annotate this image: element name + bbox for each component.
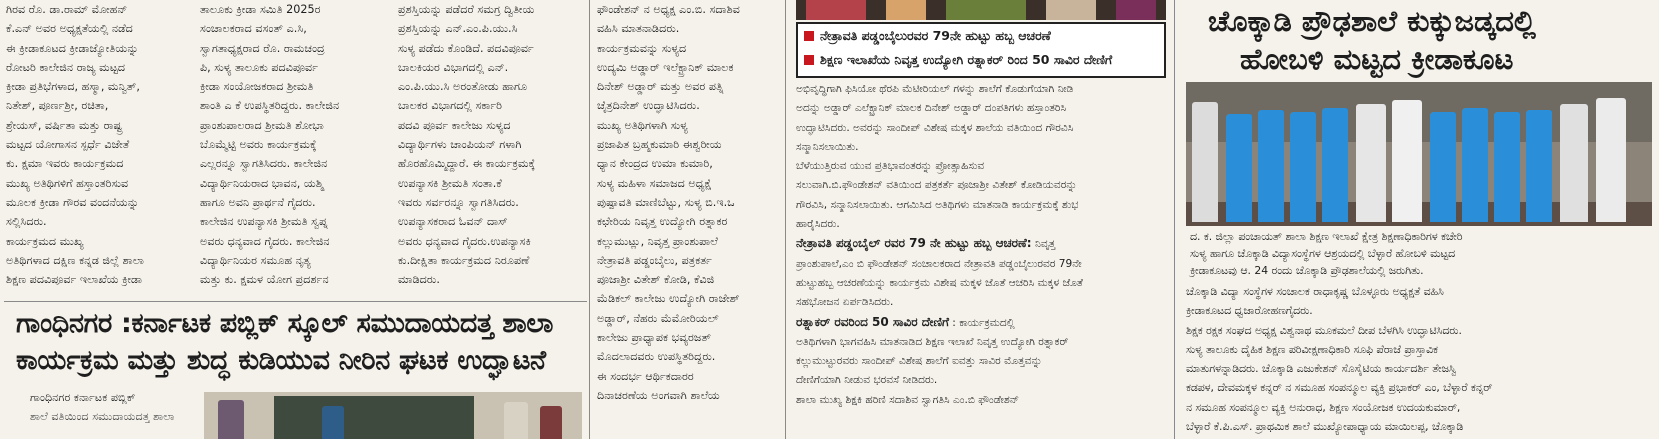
text-line: ಗಿರವ ರೊ. ಡಾ.ರಾಮ್ ಮೋಹನ್ [6, 3, 128, 16]
person-figure [1596, 98, 1626, 222]
person-figure [1192, 102, 1218, 222]
text-line: ಅವರು ಧನ್ಯವಾದ ಗೈದರು. ಕಾಲೇಜಿನ [200, 234, 330, 248]
text-line: ಅಡ್ಡಾರ್, ನೆಹರು ಮೆಮೋರಿಯಲ್ [597, 311, 719, 325]
text-line: ಕು.ದೀಕ್ಷಿತಾ ಕಾರ್ಯಕ್ರಮದ ನಿರೂಪಣೆ [398, 253, 530, 267]
text-line: ಮತ್ತು ಕು. ಕ್ಷಮಳ ಯೋಗ ಪ್ರದರ್ಶನ [200, 273, 329, 287]
person-figure [322, 406, 344, 439]
text-line: ಕಡಪಳ, ದೇವಮಕ್ಕಳ ಕನ್ನರ್ ನ ಸಮೂಹ ಸಂಪನ್ಮೂಲ ವ್ಯಕ್ತಿ ಪ್ರಭಾಕರ್ ಎಂ, ಬೆಳ್ಳಾರೆ ಕನ್ನರ್ [1186, 381, 1493, 395]
story3-column-right-text [796, 80, 1168, 234]
text-line: ಸನ್ಮಾನಿಸಲಾಯಿತು. [796, 140, 859, 153]
text-line: ವಿದ್ಯಾರ್ಥಿನಿಯರಾದ ಭಾವನ, ಯಶ್ಮಿ [200, 176, 324, 190]
text-line: ಕು. ಕ್ಷಮಾ ಇವರು ಕಾರ್ಯಕ್ರಮದ [6, 157, 124, 171]
text-line: ಶಿಕ್ಷಣ ಪದವಿಪೂರ್ವ ಇಲಾಖೆಯ ಕ್ರೀಡಾ [6, 273, 143, 287]
story3-photo [796, 0, 1166, 20]
column-divider [589, 0, 590, 439]
text-line: ಮೊದಲಾದವರು ಉಪಸ್ಥಿತರಿದ್ದರು. [597, 350, 716, 364]
body-text: ನಿವೃತ್ತ [1031, 238, 1056, 251]
text-line: ಮಟ್ಟದ ಯೋಗಾಸನ ಸ್ಪರ್ಧೆ ವಿಜೇತೆ [6, 138, 130, 152]
text-line: ಫೌಂಡೇಶನ್ ನ ಅಧ್ಯಕ್ಷ ಎಂ.ಬಿ. ಸದಾಶಿವ [597, 3, 740, 16]
text-line: ಬಾಲಕರ ವಿಭಾಗದಲ್ಲಿ ಸರ್ಕಾರಿ [398, 99, 503, 113]
text-line: ಪಿ, ಸುಳ್ಯ ತಾಲೂಕು ಪದವಿಪೂರ್ವ [200, 60, 319, 74]
text-line: ಪದವಿ ಪೂರ್ವ ಕಾಲೇಜು ಸುಳ್ಯದ [398, 118, 511, 132]
photo-detail [1116, 0, 1156, 20]
story1-column-1 [6, 0, 190, 300]
person-figure [540, 406, 562, 439]
text-line: ನೇತ್ರಾವತಿ ಪಡ್ಡಂಬೈಲು, ಪತ್ರಕರ್ತ [597, 253, 712, 267]
text-line: ಶಾಂತಿ ಎ ಕೆ ಉಪಸ್ಥಿತರಿದ್ದರು. ಕಾಲೇಜಿನ [200, 99, 340, 113]
highlight-item [798, 48, 1164, 72]
story3-donation-text [796, 333, 1168, 410]
story3-column-right [796, 80, 1168, 439]
text-line: ಕಲ್ಲುಮುಟ್ಟುರವರು ಸಾಂದೀಪ್ ವಿಶೇಷ ಶಾಲೆಗೆ ಐವತ್ತು ಸಾವಿರ ಮೊತ್ತವನ್ನು [796, 355, 1043, 368]
text-line: ಸಲ್ಲಿಸಿದರು. [6, 215, 47, 229]
text-line: ಹೊರಹೊಮ್ಮಿದ್ದಾರೆ. ಈ ಕಾರ್ಯಕ್ರಮಕ್ಕೆ [398, 157, 536, 171]
text-line: ರೋಟರಿ ಕಾಲೇಜಿನ ರಾಜ್ಯ ಮಟ್ಟದ [6, 60, 126, 74]
text-line: ಕಾರ್ಯಕ್ರಮದ ಮುಖ್ಯ [6, 234, 84, 248]
column-divider [1174, 0, 1175, 439]
text-line: ಸುಳ್ಯ ಪಡೆದು ಕೊಂಡಿದೆ. ಪದವಿಪೂರ್ವ [398, 41, 534, 55]
story4-headline-line1: ಚೊಕ್ಕಾಡಿ ಪ್ರೌಢಶಾಲೆ ಕುಕ್ಕುಜಡ್ಕದಲ್ಲಿ [1208, 4, 1536, 38]
story4-body-text [1186, 282, 1654, 436]
highlight-text: ನೇತ್ರಾವತಿ ಪಡ್ಡಂಬೈಲುರವರ 79ನೇ ಹುಟ್ಟು ಹಬ್ಬ ಆಚರಣೆ [820, 28, 1051, 43]
text-line: ಮುಖ್ಯ ಅತಿಥಿಗಳಾಗಿ ಸುಳ್ಯ [597, 118, 688, 132]
story1-column-3 [398, 0, 584, 300]
red-square-bullet-icon [804, 55, 814, 65]
text-line: ಮೆಡಿಕಲ್ ಕಾಲೇಜು ಉದ್ಯೋಗಿ ರಾಜೇಶ್ [597, 292, 740, 306]
text-line: ದೇಣಿಗೆಯಾಗಿ ನೀಡುವ ಭರವಸೆ ನೀಡಿದರು. [796, 374, 938, 387]
text-line: ಎಂ.ಪಿ.ಯು.ಸಿ ಅರಂತೋಡು ಹಾಗೂ [398, 80, 528, 94]
column-divider [785, 0, 786, 439]
photo-detail [886, 0, 926, 20]
story3-column-left [597, 0, 777, 439]
photo-detail [806, 0, 866, 20]
story4-photo [1186, 82, 1652, 226]
player-figure [1290, 112, 1316, 222]
text-line: ಸ್ವಾಗತಾಧ್ಯಕ್ಷರಾದ ರೊ. ರಾಮಚಂದ್ರ [200, 41, 325, 55]
text-line: ಉಪನ್ಯಾಸಕಿ ಶ್ರೀಮತಿ ಸಂತಾ.ಕೆ [398, 176, 502, 190]
section-divider [4, 301, 587, 302]
text-line: ಅದನ್ನು ಅಡ್ಡಾರ್ ಎಲೆಕ್ಟ್ರಾನಿಕ್ ಮಾಲಕ ದಿನೇಶ್ ಅಡ್ಡಾರ್ ದಂಪತಿಗಳು ಹಸ್ತಾಂತರಿಸಿ [796, 102, 1067, 115]
player-figure [1462, 108, 1488, 222]
text-line: ದಿನೇಶ್ ಅಡ್ಡಾರ್ ಮತ್ತು ಅವರ ಪತ್ನಿ [597, 80, 724, 94]
story2-photo [204, 392, 582, 439]
text-line: ಪ್ರಜಾಪಿತ ಬ್ರಹ್ಮಕುಮಾರಿ ಈಶ್ವರೀಯ [597, 138, 722, 152]
text-line: ವಿದ್ಯಾರ್ಥಿಗಳು ಚಾಂಪಿಯನ್ ಗಳಾಗಿ [398, 138, 522, 152]
text-line: ಅವರು ಧನ್ಯವಾದ ಗೈದರು.ಉಪನ್ಯಾಸಕಿ [398, 234, 531, 248]
text-line: ಮುಖ್ಯ ಅತಿಥಿಗಳಿಗೆ ಹಸ್ತಾಂತರಿಸುವ [6, 176, 129, 190]
person-figure [218, 400, 244, 439]
story3-subhead-line [796, 234, 1168, 254]
story3-column-left-text [597, 0, 777, 405]
story1-column-3-text [398, 0, 584, 289]
text-line: ನ ಸಮೂಹ ಸಂಪನ್ಮೂಲ ವ್ಯಕ್ತಿ ಅನುರಾಧ, ಶಿಕ್ಷಣ ಸಂಯೋಜಕ ಉದಯಕುಮಾರ್, [1186, 400, 1461, 414]
text-line: ಕಾರ್ಯಕ್ರಮವನ್ನು ಸುಳ್ಯದ [597, 41, 687, 55]
text-line: ಸಹಭೋಜನ ಏರ್ಪಡಿಸಿದರು. [796, 296, 894, 309]
text-line: ಹಾರೈಸಿದರು. [796, 218, 840, 231]
player-figure [1526, 110, 1552, 222]
text-line: ಕಾಲೇಜಿನ ಉಪನ್ಯಾಸಕಿ ಶ್ರೀಮತಿ ಸ್ವಪ್ನ [200, 215, 328, 229]
text-line: ಉಪನ್ಯಾಸಕರಾದ ಓವನ್ ದಾಸ್ [398, 215, 508, 229]
text-line: ಚೈತ್ರದಿನೇಶ್ ಉದ್ಘಾಟಿಸಿದರು. [597, 99, 700, 113]
text-line: ಪ್ರಶಸ್ತಿಯನ್ನು ಎನ್.ಎಂ.ಪಿ.ಯು.ಸಿ [398, 22, 518, 36]
photo-detail [1046, 0, 1096, 20]
story1-column-2 [200, 0, 386, 300]
highlight-text: ಶಿಕ್ಷಣ ಇಲಾಖೆಯ ನಿವೃತ್ತ ಉದ್ಯೋಗಿ ರತ್ನಾಕರ್ ರಿಂದ 50 ಸಾವಿರ ದೇಣಿಗೆ [820, 52, 1113, 67]
subhead-donation: ರತ್ನಾಕರ್ ರವರಿಂದ 50 ಸಾವಿರ ದೇಣಿಗೆ [796, 314, 949, 329]
text-line: ವಹಿಸಿ ಮಾತನಾಡಿದರು. [597, 22, 680, 36]
story4-caption-line: ಕ್ರೀಡಾಕೂಟವು ಆ. 24 ರಂದು ಚೊಕ್ಕಾಡಿ ಪ್ರೌಢಶಾಲೆಯಲ್ಲಿ ಜರುಗಿತು. [1190, 264, 1424, 277]
story3-birthday-text [796, 255, 1168, 313]
text-line: ಪ್ರಶಸ್ತಿಯನ್ನು ಪಡೆದರೆ ಸಮಗ್ರ ದ್ವಿತೀಯ [398, 3, 535, 16]
player-figure [1226, 114, 1252, 222]
text-line: ಕಾಲೇಜು ಪ್ರಾಧ್ಯಾಪಕ ಭವ್ಯರಜತ್ [597, 331, 711, 345]
text-line: ಕಲ್ಲುಮುಟ್ಲು, ನಿವೃತ್ತ ಪ್ರಾಂಶುಪಾಲೆ [597, 234, 718, 248]
red-square-bullet-icon [804, 31, 814, 41]
photo-detail [946, 0, 1026, 20]
text-line: ಶಾಲಾ ಮುಖ್ಯ ಶಿಕ್ಷಕಿ ಹರಿಣಿ ಸದಾಶಿವ ಸ್ವಾಗತಿಸಿ ಎಂ.ಬಿ ಫೌಂಡೇಶನ್ [796, 393, 1020, 406]
text-line: ಸುಳ್ಯ ತಾಲೂಕು ದೈಹಿಕ ಶಿಕ್ಷಣ ಪರಿವೀಕ್ಷಣಾಧಿಕಾರಿ ಸೂಫಿ ಪೆರಾಜೆ ಪ್ರಾಸ್ತಾವಿಕ [1186, 342, 1438, 356]
text-line: ಅತಿಥಿಗಳಾಗಿ ಭಾಗವಹಿಸಿ ಮಾತನಾಡಿದ ಶಿಕ್ಷಣ ಇಲಾಖೆ ನಿವೃತ್ತ ಉದ್ಯೋಗಿ ರತ್ನಾಕರ್ [796, 335, 1069, 348]
person-figure [1356, 104, 1386, 222]
player-figure [1494, 112, 1520, 222]
story2-headline-line1: ಗಾಂಧಿನಗರ :ಕರ್ನಾಟಕ ಪಬ್ಲಿಕ್ ಸ್ಕೂಲ್ ಸಮುದಾಯದತ್ತ ಶಾಲಾ [16, 308, 554, 339]
text-line: ಕಛೇರಿಯ ನಿವೃತ್ತ ಉದ್ಯೋಗಿ ರತ್ನಾಕರ [597, 215, 728, 229]
blackboard [274, 396, 474, 439]
text-line: ಬೆಳೆಯುತ್ತಿರುವ ಯುವ ಪ್ರತಿಭಾವಂತರನ್ನು ಪ್ರೋತ್ಸಾಹಿಸುವ [796, 160, 985, 173]
story4-caption-line: ಸುಳ್ಯ ಹಾಗೂ ಚೊಕ್ಕಾಡಿ ವಿದ್ಯಾಸಂಸ್ಥೆಗಳ ಆಶ್ರಯದಲ್ಲಿ ಬೆಳ್ಳಾರೆ ಹೋಬಳಿ ಮಟ್ಟದ [1190, 247, 1456, 260]
text-line: ತಾಲೂಕು ಕ್ರೀಡಾ ಸಮಿತಿ 2025ರ [200, 3, 321, 16]
player-figure [1322, 108, 1348, 222]
story1-column-2-text [200, 0, 386, 289]
story3-highlight-box [796, 22, 1166, 78]
story4-caption-line: ದ. ಕ. ಜಿಲ್ಲಾ ಪಂಚಾಯತ್ ಶಾಲಾ ಶಿಕ್ಷಣ ಇಲಾಖೆ ಕ್ಷೇತ್ರ ಶಿಕ್ಷಣಾಧಿಕಾರಿಗಳ ಕಚೇರಿ [1190, 230, 1463, 243]
story4-headline-line2: ಹೋಬಳಿ ಮಟ್ಟದ ಕ್ರೀಡಾಕೂಟ [1240, 42, 1514, 76]
text-line: ಎಲ್ಲರನ್ನೂ ಸ್ವಾಗತಿಸಿದರು. ಕಾಲೇಜಿನ [200, 157, 328, 171]
text-line: ಪ್ರಾಂಶುಪಾಲೆ,ಎಂ ಬಿ ಫೌಂಡೇಶನ್ ಸಂಚಾಲಕರಾದ ನೇತ್ರಾವತಿ ಪಡ್ಡಂಬೈಲುರವರ 79ನೇ [796, 257, 1082, 270]
text-line: ಶಿಕ್ಷಕ ರಕ್ಷಕ ಸಂಘದ ಅಧ್ಯಕ್ಷ ವಿಶ್ವನಾಥ ಮೂಕಮಲೆ ದೀಪ ಬೆಳಗಿಸಿ ಉದ್ಘಾಟಿಸಿದರು. [1186, 323, 1462, 337]
text-line: ಬೊಮ್ಮೆಟ್ಟಿ ಅವರು ಕಾರ್ಯಕ್ರಮಕ್ಕೆ [200, 138, 317, 152]
text-line: ಕೆ.ಎನ್ ಅವರ ಅಧ್ಯಕ್ಷತೆಯಲ್ಲಿ ನಡೆದ [6, 22, 133, 36]
text-line: ಪೂಜಾಶ್ರೀ ವಿತೇಶ್ ಕೋಡಿ, ಕೆವಿಜಿ [597, 273, 715, 287]
text-line: ಕ್ರೀಡಾಕೂಟದ ಧ್ವಜಾರೋಹಣಗೈದರು. [1186, 304, 1313, 318]
text-line: ಉದ್ಘಾಟಿಸಿದರು. ಅವರನ್ನು ಸಾಂದೀಪ್ ವಿಶೇಷ ಮಕ್ಕಳ ಶಾಲೆಯ ವತಿಯಿಂದ ಗೌರವಿಸಿ [796, 121, 1074, 134]
story4-body [1186, 282, 1654, 439]
text-line: ಹಾಗೂ ಅವನಿ ಪ್ರಾರ್ಥನೆ ಗೈದರು. [200, 195, 316, 209]
text-line: ಅಭಿವೃದ್ಧಿಗಾಗಿ ಫಿಸಿಯೋ ಥೆರಪಿ ಮೆಟೀರಿಯಲ್ ಗಳನ್ನು ಶಾಲೆಗೆ ಕೊಡುಗೆಯಾಗಿ ನೀಡಿ [796, 83, 1074, 95]
text-line: ಇವರು ಸರ್ವರನ್ನೂ ಸ್ವಾಗತಿಸಿದರು. [398, 195, 519, 209]
text-line: ಬಾಲಕಿಯರ ವಿಭಾಗದಲ್ಲಿ ಎನ್. [398, 60, 509, 74]
text-line: ಮಾತುಗಳನ್ನಾಡಿದರು. ಚೊಕ್ಕಾಡಿ ಎಜುಕೇಶನ್ ಸೊಸೈಟಿಯ ಕಾರ್ಯದರ್ಶಿ ತೇಜಸ್ವಿ [1186, 362, 1457, 376]
text-line: ಸಂಚಾಲಕರಾದ ವಸಂತ್ ಎ.ಸಿ, [200, 22, 307, 36]
text-line: ಈ ಸಂದರ್ಭ ಆರ್ಥಿಕದಾರರ [597, 369, 694, 383]
text-line: ವಿದ್ಯಾರ್ಥಿನಿಯರ ಸಮೂಹ ನೃತ್ಯ [200, 253, 311, 267]
text-line: ಕ್ರೀಡಾ ಸಂಯೋಜಕರಾದ ಶ್ರೀಮತಿ [200, 80, 314, 94]
text-line: ಪ್ರಾಂಶುಪಾಲರಾದ ಶ್ರೀಮತಿ ಶೋಭಾ [200, 118, 324, 132]
person-figure [504, 402, 528, 439]
text-line: ಉದ್ಯಮಿ ಅಡ್ಡಾರ್ ಇಲೆಕ್ಟ್ರಾನಿಕ್ ಮಾಲಕ [597, 60, 734, 74]
text-line: ಚೊಕ್ಕಾಡಿ ವಿದ್ಯಾ ಸಂಸ್ಥೆಗಳ ಸಂಚಾಲಕ ರಾಧಾಕೃಷ್ಣ ಬೊಳ್ಳೂರು ಅಧ್ಯಕ್ಷತೆ ವಹಿಸಿ [1186, 285, 1444, 298]
highlight-item [798, 24, 1164, 48]
text-line: ಸುಳ್ಯ ಮಹಿಳಾ ಸಮಾಜದ ಅಧ್ಯಕ್ಷೆ [597, 176, 712, 190]
story2-headline-line2: ಕಾರ್ಯಕ್ರಮ ಮತ್ತು ಶುದ್ಧ ಕುಡಿಯುವ ನೀರಿನ ಘಟಕ ಉದ್ಘಾಟನೆ [16, 345, 546, 376]
text-line: ಈ ಕ್ರೀಡಾಕೂಟದ ಕ್ರೀಡಾಜ್ಯೋತಿಯನ್ನು [6, 41, 139, 55]
text-line: ಗೌರವಿಸಿ, ಸನ್ಮಾನಿಸಲಾಯಿತು. ಆಗಮಿಸಿದ ಅತಿಥಿಗಳು ಮಾತನಾಡಿ ಕಾರ್ಯಕ್ರಮಕ್ಕೆ ಶುಭ [796, 198, 1079, 211]
text-line: ಶ್ರೇಯಸ್, ವರ್ಷಿತಾ ಮತ್ತು ರಾಷ್ಟ್ರ [6, 118, 123, 132]
player-figure [1430, 112, 1456, 222]
subhead-birthday: ನೇತ್ರಾವತಿ ಪಡ್ಡಂಬೈಲ್ ರವರ 79 ನೇ ಹುಟ್ಟು ಹಬ್ಬ ಆಚರಣೆ: [796, 236, 1032, 251]
text-line: ಮಾಡಿದರು. [398, 273, 440, 287]
person-figure [1392, 100, 1422, 222]
text-line: ನಿತೇಶ್, ಪೂರ್ಣಶ್ರೀ, ರಚಿತಾ, [6, 99, 109, 113]
story1-column-1-text [6, 0, 190, 289]
text-line: ಅತಿಥಿಗಳಾದ ದಕ್ಷಿಣ ಕನ್ನಡ ಜಿಲ್ಲೆ ಶಾಲಾ [6, 253, 144, 267]
story2-body-line: ಗಾಂಧಿನಗರ ಕರ್ನಾಟಕ ಪಬ್ಲಿಕ್ [30, 391, 136, 404]
text-line: ಕ್ರೀಡಾ ಪ್ರತಿಭೆಗಳಾದ, ಹಸ್ಮಾ, ಮನ್ವಿತ್, [6, 80, 140, 94]
text-line: ಧ್ಯಾನ ಕೇಂದ್ರದ ಉಮಾ ಕುಮಾರಿ, [597, 157, 713, 171]
text-line: ಮೂಲಕ ಕ್ರೀಡಾ ಗೌರವ ವಂದನೆಯನ್ನು [6, 195, 139, 209]
text-line: ಬೆಳ್ಳಾರೆ ಕೆ.ಪಿ.ಎಸ್. ಪ್ರಾಥಮಿಕ ಶಾಲೆ ಮುಖ್ಯೋಪಾಧ್ಯಾಯ ಮಾಯಿಲಪ್ಪ, ಚೊಕ್ಕಾಡಿ [1186, 420, 1464, 434]
body-text: : ಕಾರ್ಯಕ್ರಮದಲ್ಲಿ [948, 316, 1015, 329]
text-line: ಪುಷ್ಪಾವತಿ ಮಾಣಿಬೆಟ್ಟು, ಸುಳ್ಯ ಬಿ.ಇ.ಒ [597, 195, 735, 209]
story3-subhead-line [796, 313, 1168, 333]
text-line: ಸಲುವಾಗಿ.ಬಿ.ಫೌಂಡೇಶನ್ ವತಿಯಿಂದ ಪತ್ರಕರ್ತೆ ಪೂಜಾಶ್ರೀ ವಿತೇಶ್ ಕೋಡಿಯವರನ್ನು [796, 179, 1077, 192]
story2-body-line-cut: ಶಾಲೆ ವತಿಯಿಂದ ಸಮುದಾಯದತ್ತ ಶಾಲಾ [30, 410, 175, 423]
text-line: ಹುಟ್ಟುಹಬ್ಬ ಆಚರಣೆಯನ್ನು ಕಾರ್ಯಕ್ರಮ ವಿಶೇಷ ಮಕ್ಕಳ ಜೊತೆ ಆಚರಿಸಿ ಮಕ್ಕಳ ಜೊತೆ [796, 276, 1083, 289]
person-figure [1560, 104, 1588, 222]
player-figure [1258, 110, 1284, 222]
text-line: ದಿನಾಚರಣೆಯ ಅಂಗವಾಗಿ ಶಾಲೆಯ [597, 388, 720, 402]
